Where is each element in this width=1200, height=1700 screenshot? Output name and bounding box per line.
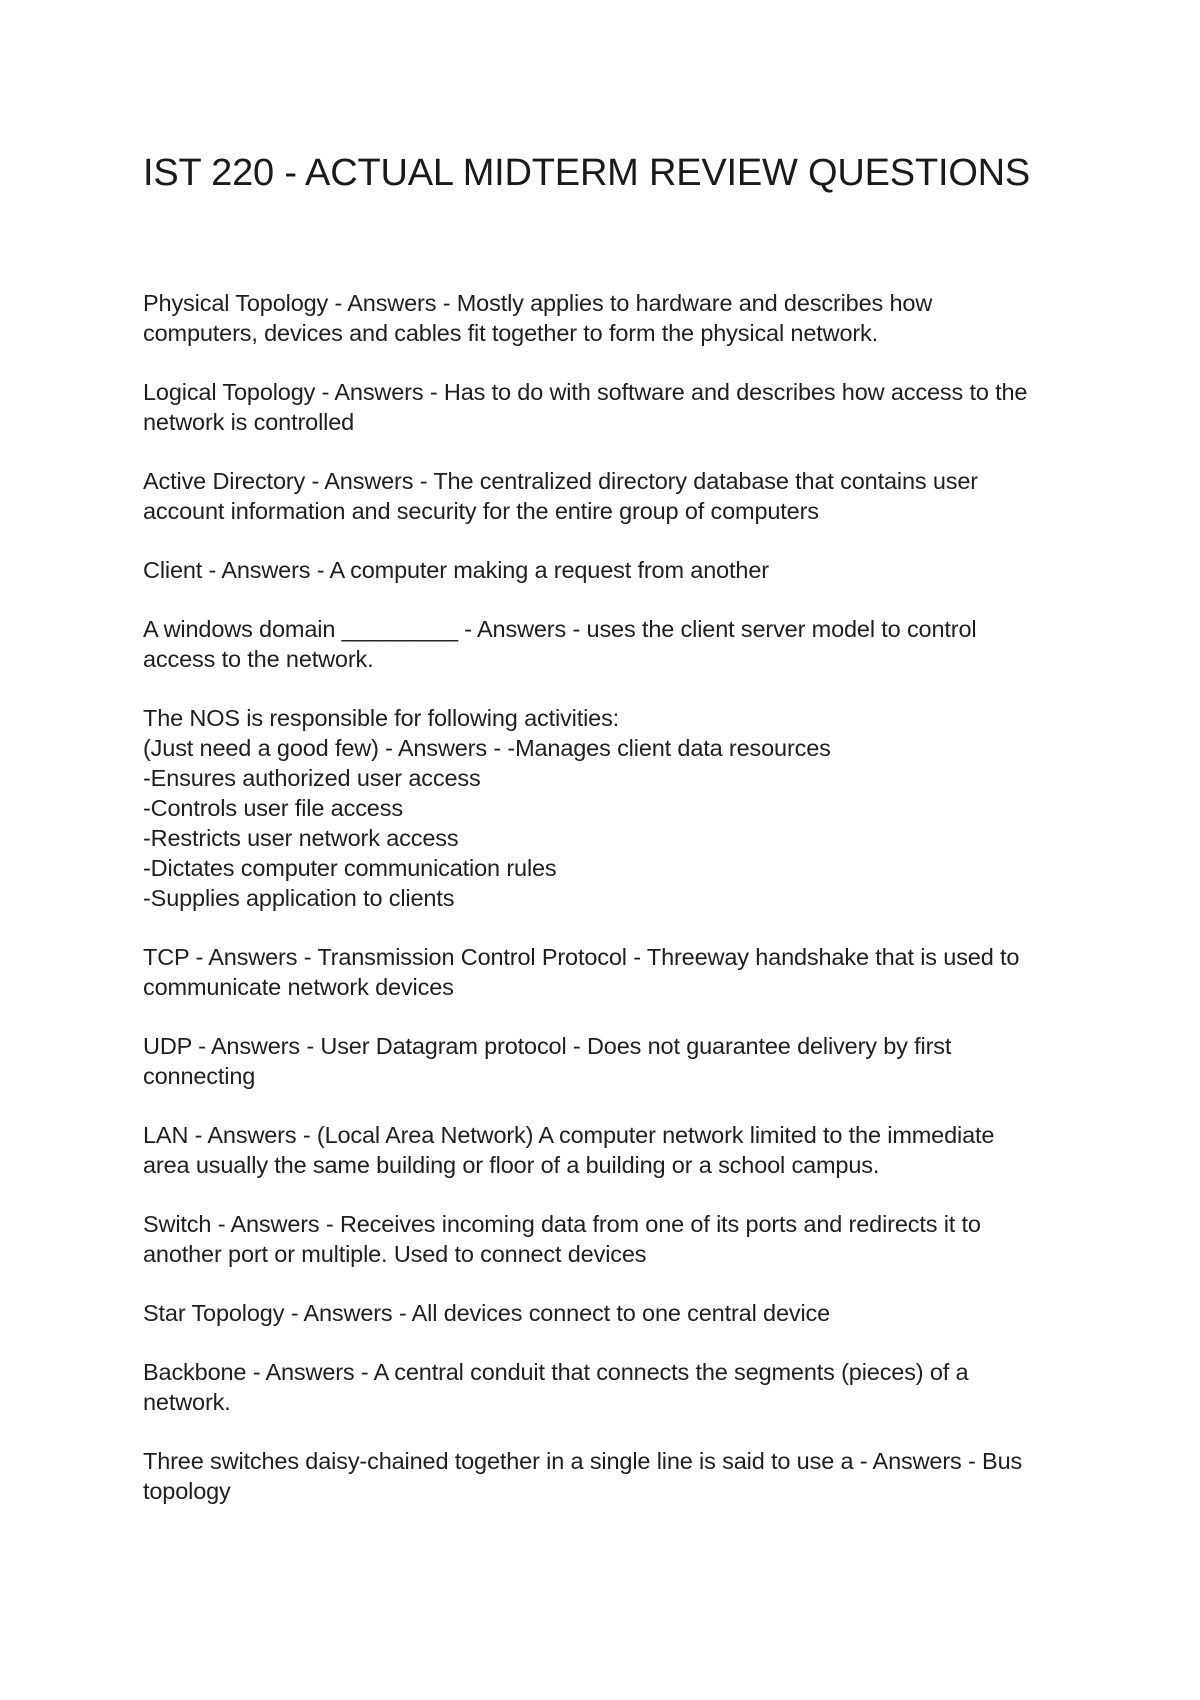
qa-item: Active Directory - Answers - The centralized directory database that contains user account information and security for the entire group of computers — [143, 468, 978, 524]
qa-item: TCP - Answers - Transmission Control Protocol - Threeway handshake that is used to communicate network devices — [143, 944, 1020, 1000]
qa-item: Client - Answers - A computer making a request from another — [143, 557, 769, 583]
document-title: IST 220 - ACTUAL MIDTERM REVIEW QUESTIONS — [143, 152, 1031, 194]
qa-item: Star Topology - Answers - All devices connect to one central device — [143, 1300, 831, 1326]
qa-item: LAN - Answers - (Local Area Network) A computer network limited to the immediate area usually the same building or floor of a building or a school campus. — [143, 1122, 995, 1178]
qa-list — [143, 288, 1073, 1535]
qa-item: The NOS is responsible for following activities: (Just need a good few) - Answers - -Manages client data resources -Ensures authorized user access -Controls user file access -Restricts user network access -Dictates computer communication rules -Supplies application to clients — [143, 705, 831, 911]
qa-item: A windows domain _________ - Answers - uses the client server model to control access to the network. — [143, 616, 977, 672]
qa-item: Logical Topology - Answers - Has to do with software and describes how access to the network is controlled — [143, 379, 1028, 435]
qa-item: Three switches daisy-chained together in a single line is said to use a - Answers - Bus topology — [143, 1448, 1023, 1504]
qa-item: UDP - Answers - User Datagram protocol - Does not guarantee delivery by first connecting — [143, 1033, 952, 1089]
qa-item: Physical Topology - Answers - Mostly applies to hardware and describes how computers, devices and cables fit together to form the physical network. — [143, 290, 933, 346]
qa-item: Backbone - Answers - A central conduit that connects the segments (pieces) of a network. — [143, 1359, 969, 1415]
qa-item: Switch - Answers - Receives incoming data from one of its ports and redirects it to another port or multiple. Used to connect devices — [143, 1211, 981, 1267]
